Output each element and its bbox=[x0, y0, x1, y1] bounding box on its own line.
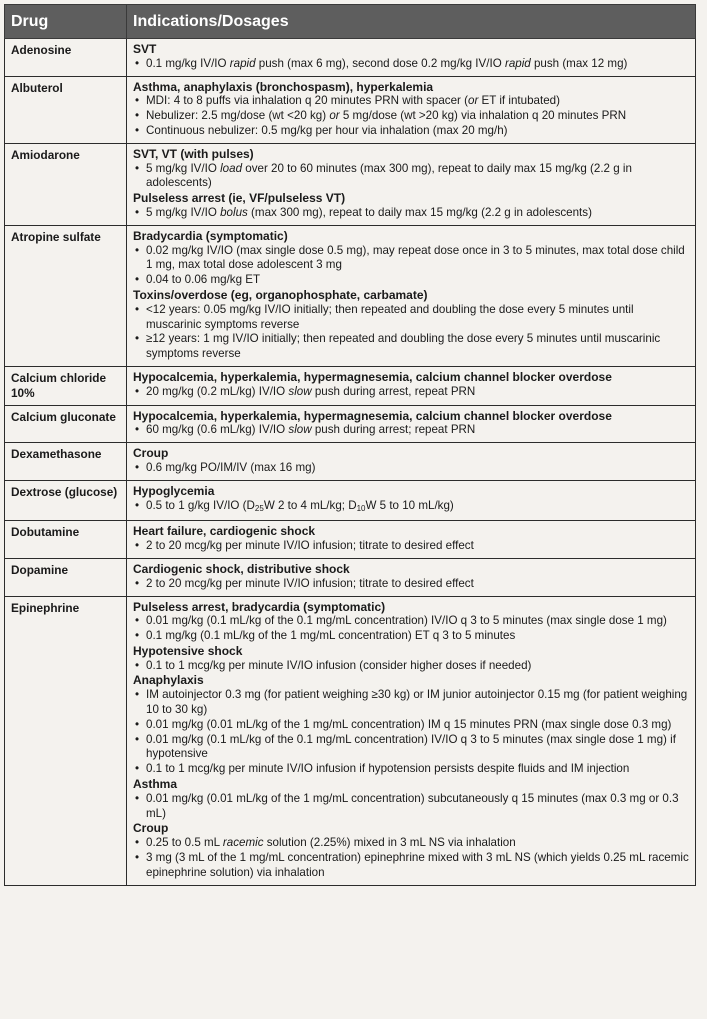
dosage-item bbox=[133, 57, 691, 72]
dosage-item bbox=[133, 499, 691, 517]
indication-title: SVT bbox=[133, 42, 157, 56]
dosage-list bbox=[133, 836, 691, 880]
drug-name: Calcium gluconate bbox=[5, 405, 127, 443]
table-row bbox=[5, 405, 696, 443]
drug-name: Dexamethasone bbox=[5, 443, 127, 481]
dosage-list bbox=[133, 94, 691, 138]
dosage-item bbox=[133, 792, 691, 822]
dosage-text: 0.1 mg/kg IV/IO bbox=[146, 56, 230, 70]
dosage-text: 0.01 mg/kg (0.1 mL/kg of the 0.1 mg/mL concentration) IV/IO q 3 to 5 minutes (max single dose 1 mg) if hypotensive bbox=[146, 732, 676, 761]
dosage-item bbox=[133, 303, 691, 333]
table-row bbox=[5, 443, 696, 481]
indication-title: Hypocalcemia, hyperkalemia, hypermagnesemia, calcium channel blocker overdose bbox=[133, 369, 612, 384]
dosage-text: Nebulizer: 2.5 mg/dose (wt <20 kg) bbox=[146, 109, 330, 123]
dosage-item bbox=[133, 461, 691, 476]
dosage-text: 0.01 mg/kg (0.1 mL/kg of the 0.1 mg/mL concentration) IV/IO q 3 to 5 minutes (max single dose 1 mg) bbox=[146, 614, 667, 628]
drug-name: Amiodarone bbox=[5, 143, 127, 225]
italic-text: slow bbox=[288, 423, 312, 437]
dosage-item bbox=[133, 244, 691, 274]
dosage-text: W 2 to 4 mL/kg; D bbox=[263, 498, 357, 512]
indication-title: Asthma bbox=[133, 777, 178, 792]
dosage-list bbox=[133, 57, 691, 72]
dosage-list bbox=[133, 577, 691, 592]
dosage-text: 0.6 mg/kg PO/IM/IV (max 16 mg) bbox=[146, 460, 316, 474]
dosage-item bbox=[133, 851, 691, 881]
dosage-text: push during arrest, repeat PRN bbox=[311, 384, 476, 398]
dosage-item bbox=[133, 629, 691, 644]
dosage-text: Continuous nebulizer: 0.5 mg/kg per hour via inhalation (max 20 mg/h) bbox=[146, 123, 508, 137]
indications-cell bbox=[127, 558, 696, 596]
dosage-list bbox=[133, 206, 691, 221]
indications-cell bbox=[127, 76, 696, 143]
indication-title: Hypocalcemia, hyperkalemia, hypermagnesemia, calcium channel blocker overdose bbox=[133, 408, 612, 423]
dosage-list bbox=[133, 423, 691, 438]
dosage-text: 0.04 to 0.06 mg/kg ET bbox=[146, 273, 261, 287]
table-row bbox=[5, 596, 696, 885]
table-row bbox=[5, 76, 696, 143]
indication-title: Heart failure, cardiogenic shock bbox=[133, 524, 316, 539]
indications-cell bbox=[127, 443, 696, 481]
table-row bbox=[5, 225, 696, 366]
dosage-list bbox=[133, 659, 691, 674]
header-drug: Drug bbox=[5, 5, 127, 39]
italic-text: slow bbox=[288, 384, 312, 398]
dosage-text: ET if intubated) bbox=[478, 94, 560, 108]
italic-text: rapid bbox=[229, 56, 256, 70]
drug-name: Adenosine bbox=[5, 39, 127, 77]
indications-cell bbox=[127, 405, 696, 443]
table-row bbox=[5, 521, 696, 559]
dosage-item bbox=[133, 733, 691, 763]
dosage-text: 0.1 to 1 mcg/kg per minute IV/IO infusion (consider higher doses if needed) bbox=[146, 658, 532, 672]
subscript-text: 25 bbox=[254, 503, 264, 513]
dosage-item bbox=[133, 836, 691, 851]
drug-name: Albuterol bbox=[5, 76, 127, 143]
dosage-item bbox=[133, 423, 691, 438]
dosage-list bbox=[133, 303, 691, 362]
dosage-text: 5 mg/kg IV/IO bbox=[146, 205, 221, 219]
table-row bbox=[5, 366, 696, 405]
indications-cell bbox=[127, 596, 696, 885]
dosage-item bbox=[133, 614, 691, 629]
indication-title: Croup bbox=[133, 821, 169, 836]
dosage-item bbox=[133, 659, 691, 674]
dosage-text: 2 to 20 mcg/kg per minute IV/IO infusion; titrate to desired effect bbox=[146, 576, 474, 590]
dosage-list bbox=[133, 614, 691, 644]
dosage-item bbox=[133, 109, 691, 124]
drug-name: Dopamine bbox=[5, 558, 127, 596]
dosage-text: 0.01 mg/kg (0.01 mL/kg of the 1 mg/mL concentration) IM q 15 minutes PRN (max single dose 0.3 mg) bbox=[146, 717, 672, 731]
dosage-item bbox=[133, 688, 691, 718]
dosage-text: 0.25 to 0.5 mL bbox=[146, 836, 223, 850]
drug-name: Dextrose (glucose) bbox=[5, 480, 127, 521]
indication-title: Asthma, anaphylaxis (bronchospasm), hyperkalemia bbox=[133, 79, 434, 94]
italic-text: rapid bbox=[504, 56, 531, 70]
dosage-list bbox=[133, 244, 691, 288]
dosage-text: 2 to 20 mcg/kg per minute IV/IO infusion; titrate to desired effect bbox=[146, 539, 474, 553]
indication-title: Pulseless arrest, bradycardia (symptomatic) bbox=[133, 599, 386, 614]
indications-cell bbox=[127, 143, 696, 225]
italic-text: or bbox=[468, 94, 479, 108]
dosage-text: IM autoinjector 0.3 mg (for patient weighing ≥30 kg) or IM junior autoinjector 0.15 mg (for patient weighing 10 to 30 kg) bbox=[146, 688, 688, 717]
indication-title: Pulseless arrest (ie, VF/pulseless VT) bbox=[133, 191, 346, 206]
indication-title: SVT, VT (with pulses) bbox=[133, 146, 254, 161]
indications-cell bbox=[127, 521, 696, 559]
dosage-list bbox=[133, 499, 691, 517]
dosage-text: 0.01 mg/kg (0.01 mL/kg of the 1 mg/mL concentration) subcutaneously q 15 minutes (max 0.3 mg or 0.3 mL) bbox=[146, 791, 679, 820]
dosage-text: 60 mg/kg (0.6 mL/kg) IV/IO bbox=[146, 423, 289, 437]
subscript-text: 10 bbox=[356, 503, 366, 513]
indication-title: Toxins/overdose (eg, organophosphate, carbamate) bbox=[133, 287, 428, 302]
dosage-text: 0.02 mg/kg IV/IO (max single dose 0.5 mg), may repeat dose once in 3 to 5 minutes, max total dose child 1 mg, max total dose adolescent 3 mg bbox=[146, 243, 685, 272]
dosage-item bbox=[133, 718, 691, 733]
dosage-text: 5 mg/kg IV/IO bbox=[146, 161, 221, 175]
dosage-list bbox=[133, 792, 691, 822]
table-row bbox=[5, 558, 696, 596]
dosage-item bbox=[133, 94, 691, 109]
dosage-text: MDI: 4 to 8 puffs via inhalation q 20 minutes PRN with spacer ( bbox=[146, 94, 468, 108]
dosage-item bbox=[133, 206, 691, 221]
table-body bbox=[5, 39, 696, 886]
dosage-item bbox=[133, 385, 691, 400]
dosage-text: (max 300 mg), repeat to daily max 15 mg/kg (2.2 g in adolescents) bbox=[247, 205, 592, 219]
dosage-text: push (max 6 mg), second dose 0.2 mg/kg IV/IO bbox=[255, 56, 505, 70]
italic-text: bolus bbox=[220, 205, 248, 219]
dosage-text: ≥12 years: 1 mg IV/IO initially; then repeated and doubling the dose every 5 minutes until muscarinic symptoms reverse bbox=[146, 332, 661, 361]
dosage-list bbox=[133, 688, 691, 777]
dosage-item bbox=[133, 273, 691, 288]
drug-name: Epinephrine bbox=[5, 596, 127, 885]
italic-text: racemic bbox=[222, 836, 264, 850]
dosage-item bbox=[133, 124, 691, 139]
dosage-text: push during arrest; repeat PRN bbox=[311, 423, 476, 437]
header-indications: Indications/Dosages bbox=[127, 5, 696, 39]
dosage-item bbox=[133, 332, 691, 362]
dosage-text: over 20 to 60 minutes (max 300 mg), repeat to daily max 15 mg/kg (2.2 g in adolescents) bbox=[146, 161, 632, 190]
dosage-text: W 5 to 10 mL/kg) bbox=[365, 498, 454, 512]
drug-name: Calcium chloride 10% bbox=[5, 366, 127, 405]
indications-cell bbox=[127, 366, 696, 405]
indication-title: Hypotensive shock bbox=[133, 643, 243, 658]
drug-dosage-table bbox=[4, 4, 696, 886]
table-header-row bbox=[5, 5, 696, 39]
drug-name: Atropine sulfate bbox=[5, 225, 127, 366]
dosage-text: 20 mg/kg (0.2 mL/kg) IV/IO bbox=[146, 384, 289, 398]
indications-cell bbox=[127, 480, 696, 521]
dosage-text: 0.1 mg/kg (0.1 mL/kg of the 1 mg/mL concentration) ET q 3 to 5 minutes bbox=[146, 629, 516, 643]
dosage-list bbox=[133, 385, 691, 400]
italic-text: or bbox=[329, 109, 340, 123]
indication-title: Anaphylaxis bbox=[133, 673, 204, 688]
dosage-text: 0.1 to 1 mcg/kg per minute IV/IO infusion if hypotension persists despite fluids and IM injection bbox=[146, 762, 630, 776]
dosage-list bbox=[133, 162, 691, 192]
dosage-text: push (max 12 mg) bbox=[530, 56, 628, 70]
indication-title: Croup bbox=[133, 446, 169, 461]
table-row bbox=[5, 143, 696, 225]
dosage-text: 3 mg (3 mL of the 1 mg/mL concentration) epinephrine mixed with 3 mL NS (which yields 0.25 mL racemic epinephrine solution) via inhalation bbox=[146, 851, 689, 879]
indication-title: Bradycardia (symptomatic) bbox=[133, 228, 288, 243]
table-row bbox=[5, 480, 696, 521]
drug-name: Dobutamine bbox=[5, 521, 127, 559]
dosage-item bbox=[133, 762, 691, 777]
drug-dosage-sheet bbox=[4, 4, 695, 886]
table-row bbox=[5, 39, 696, 77]
dosage-list bbox=[133, 461, 691, 476]
indication-title: Cardiogenic shock, distributive shock bbox=[133, 561, 350, 576]
indication-title: Hypoglycemia bbox=[133, 483, 215, 498]
dosage-text: 0.5 to 1 g/kg IV/IO (D bbox=[146, 498, 255, 512]
dosage-text: <12 years: 0.05 mg/kg IV/IO initially; then repeated and doubling the dose every 5 minutes until muscarinic symptoms reverse bbox=[146, 302, 634, 331]
dosage-text: solution (2.25%) mixed in 3 mL NS via inhalation bbox=[263, 836, 516, 850]
dosage-item bbox=[133, 539, 691, 554]
dosage-item bbox=[133, 577, 691, 592]
dosage-item bbox=[133, 162, 691, 192]
italic-text: load bbox=[220, 161, 243, 175]
dosage-list bbox=[133, 539, 691, 554]
indications-cell bbox=[127, 39, 696, 77]
dosage-text: 5 mg/dose (wt >20 kg) via inhalation q 20 minutes PRN bbox=[339, 109, 627, 123]
indications-cell bbox=[127, 225, 696, 366]
